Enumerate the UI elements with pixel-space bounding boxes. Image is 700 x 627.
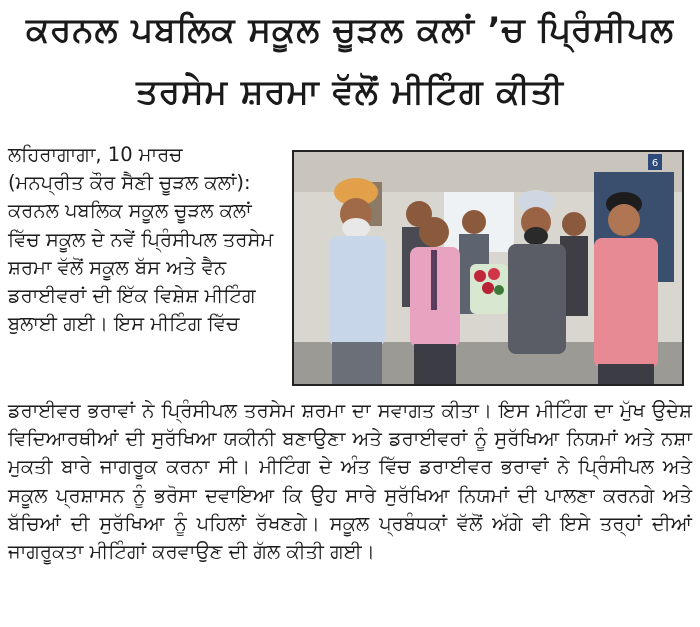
article-paragraph-full: ਡਰਾਈਵਰ ਭਰਾਵਾਂ ਨੇ ਪ੍ਰਿੰਸੀਪਲ ਤਰਸੇਮ ਸ਼ਰਮਾ ਦਾ ਸਵਾਗਤ ਕੀਤਾ। ਇਸ ਮੀਟਿੰਗ ਦਾ ਮੁੱਖ ਉਦੇਸ਼ ਵਿਦਿਆਰਥੀਆਂ ਦੀ ਸੁਰੱਖਿਆ ਯਕੀਨੀ ਬਣਾਉਣਾ ਅਤੇ ਡਰਾਈਵਰਾਂ ਨੂੰ ਸੁਰੱਖਿਆ ਨਿਯਮਾਂ ਅਤੇ ਨਸ਼ਾ ਮੁਕਤੀ ਬਾਰੇ ਜਾਗਰੂਕ ਕਰਨਾ ਸੀ। ਮੀਟਿੰਗ ਦੇ ਅੰਤ ਵਿੱਚ ਡਰਾਈਵਰ ਭਰਾਵਾਂ ਨੇ ਪ੍ਰਿੰਸੀਪਲ ਅਤੇ ਸਕੂਲ ਪ੍ਰਸ਼ਾਸਨ ਨੂੰ ਭਰੋਸਾ ਦਵਾਇਆ ਕਿ ਉਹ ਸਾਰੇ ਸੁਰੱਖਿਆ ਨਿਯਮਾਂ ਦੀ ਪਾਲਣਾ ਕਰਨਗੇ ਅਤੇ ਬੱਚਿਆਂ ਦੀ ਸੁਰੱਖਿਆ ਨੂੰ ਪਹਿਲਾਂ ਰੱਖਣਗੇ। ਸਕੂਲ ਪ੍ਰਬੰਧਕਾਂ ਵੱਲੋਂ ਅੱਗੇ ਵੀ ਇਸੇ ਤਰ੍ਹਾਂ ਦੀਆਂ ਜਾਗਰੂਕਤਾ ਮੀਟਿੰਗਾਂ ਕਰਵਾਉਣ ਦੀ ਗੱਲ ਕੀਤੀ ਗਈ।: [8, 399, 692, 564]
person-left-trousers: [332, 342, 382, 384]
person-principal-tie: [431, 250, 437, 310]
person-right-trousers: [598, 364, 654, 384]
article-column: [8, 141, 286, 338]
bouquet-flower-1: [474, 270, 486, 282]
person-center-jacket: [508, 244, 566, 354]
dateline: ਲਹਿਰਾਗਾਗਾ, 10 ਮਾਰਚ: [8, 143, 183, 166]
person-right-head: [608, 204, 640, 236]
bouquet-flower-3: [482, 282, 494, 294]
person-left-beard: [342, 218, 370, 238]
person-back-3-head: [562, 212, 586, 236]
person-principal-trousers: [414, 344, 456, 384]
article-paragraph-column: ਕਰਨਲ ਪਬਲਿਕ ਸਕੂਲ ਚੂੜਲ ਕਲਾਂ ਵਿੱਚ ਸਕੂਲ ਦੇ ਨਵੇਂ ਪ੍ਰਿੰਸੀਪਲ ਤਰਸੇਮ ਸ਼ਰਮਾ ਵੱਲੋਂ ਸਕੂਲ ਬੱਸ ਅਤੇ ਵੈਨ ਡਰਾਈਵਰਾਂ ਦੀ ਇੱਕ ਵਿਸ਼ੇਸ਼ ਮੀਟਿੰਗ ਬੁਲਾਈ ਗਈ। ਇਸ ਮੀਟਿੰਗ ਵਿੱਚ: [8, 199, 274, 336]
byline: (ਮਨਪ੍ਰੀਤ ਕੌਰ ਸੈਣੀ ਚੂੜਲ ਕਲਾਂ):: [8, 171, 251, 195]
person-back-2-head: [462, 210, 486, 234]
photo-illustration: [294, 152, 682, 384]
bouquet-leaf: [494, 285, 504, 295]
news-photo: [292, 150, 684, 386]
bouquet-flower-2: [488, 268, 500, 280]
person-left-shirt: [329, 236, 385, 346]
photo-door-number: 6: [651, 158, 659, 169]
person-right-shirt: [594, 238, 658, 368]
person-center-beard: [524, 227, 548, 245]
headline-line-2: ਤਰਸੇਮ ਸ਼ਰਮਾ ਵੱਲੋਂ ਮੀਟਿੰਗ ਕੀਤੀ: [136, 72, 564, 112]
headline-line-1: ਕਰਨਲ ਪਬਲਿਕ ਸਕੂਲ ਚੂੜਲ ਕਲਾਂ ’ਚ ਪ੍ਰਿੰਸੀਪਲ: [25, 10, 675, 50]
person-principal-head: [419, 217, 449, 247]
